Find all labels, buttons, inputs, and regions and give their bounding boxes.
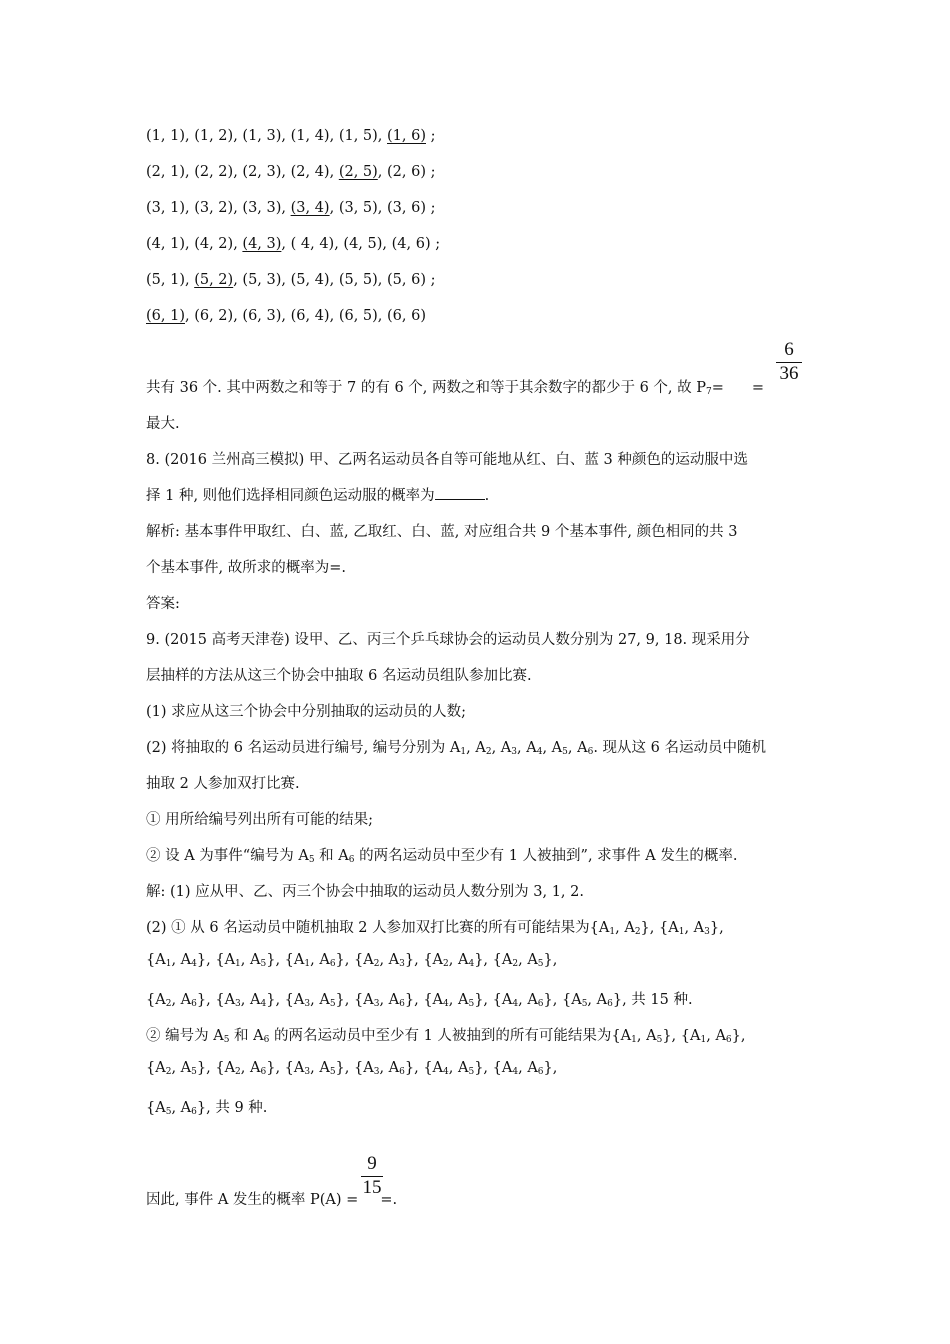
pair-cell: (3, 5) (338, 200, 378, 216)
pair-cell: (2, 1) (146, 164, 185, 180)
pair-cell: (1, 1) (146, 128, 185, 144)
q9-part-2-post: . 现从这 6 名运动员中随机 (593, 740, 766, 756)
row-terminator: ; (426, 128, 436, 144)
pair-cell: ( 4, 4) (290, 236, 335, 252)
pair-separator: , (184, 164, 195, 180)
pair-separator: , (281, 200, 291, 216)
pair-row (146, 272, 436, 288)
q9-solution-3-sets: {$A_1$, $A_5$}, {$A_1$, $A_6$}, (611, 1028, 746, 1045)
pair-separator: , (233, 128, 243, 144)
pair-separator: , (329, 308, 339, 324)
pair-cell-underlined: (5, 2) (194, 272, 234, 288)
pair-separator: , (377, 272, 388, 288)
pair-cell: (3, 2) (194, 200, 234, 216)
pair-cell-underlined: (1, 6) (387, 128, 426, 144)
fraction-numerator: 6 (784, 339, 794, 360)
pair-separator: , (329, 200, 339, 216)
fraction-6-36 (776, 340, 802, 384)
q9-solution-3-line-3 (146, 1096, 267, 1117)
q8-line-2-text: 择 1 种, 则他们选择相同颜色运动服的概率为 (146, 488, 435, 504)
q9-solution-3-line-3-end: , 共 9 种. (206, 1100, 268, 1116)
row-terminator: ; (426, 164, 436, 180)
q8-analysis-2: 个基本事件, 故所求的概率为=. (146, 560, 346, 576)
pair-row (146, 164, 436, 180)
q9-solution-3-line-3-sets: {$A_5$, $A_6$} (146, 1100, 207, 1117)
final-fraction-numerator: 9 (367, 1153, 377, 1174)
summary-tail: = (751, 380, 765, 396)
q9-sub-1: ① 用所给编号列出所有可能的结果; (146, 812, 373, 828)
q9-part-2-line-2: 抽取 2 人参加双打比赛. (146, 776, 300, 792)
pair-cell: (6, 2) (194, 308, 234, 324)
row-terminator: ; (430, 236, 441, 252)
q9-solution-2 (146, 916, 724, 937)
pair-cell: (2, 4) (290, 164, 330, 180)
q9-part-2-codes: $A_1$, $A_2$, $A_3$, $A_4$, $A_5$, $A_6$ (449, 740, 594, 757)
pair-separator: , (329, 164, 339, 180)
q9-final-line (146, 1188, 397, 1209)
q8-line-2 (146, 484, 489, 505)
pair-separator: , (377, 164, 388, 180)
pair-cell-underlined: (3, 4) (290, 200, 330, 216)
pair-cell: (4, 1) (146, 236, 185, 252)
pair-separator: , (281, 236, 291, 252)
pair-row (146, 236, 440, 252)
pair-separator: , (281, 308, 291, 324)
q9-solution-2-line-3-sets: {$A_2$, $A_6$}, {$A_3$, $A_4$}, {$A_3$, $A_5$}, {$A_3$, $A_6$}, {$A_4$, $A_5$}, {$A_4$, $A_6$}, {$A_5$, $A_6$} (146, 992, 623, 1009)
pair-cell: (6, 3) (242, 308, 282, 324)
summary-eq: = (711, 380, 724, 396)
q9-part-1: (1) 求应从这三个协会中分别抽取的运动员的人数; (146, 704, 467, 720)
q8-line-2-end: . (484, 488, 490, 504)
pair-cell: (5, 4) (290, 272, 330, 288)
pair-cell: (5, 5) (338, 272, 378, 288)
pair-cell: (2, 2) (194, 164, 234, 180)
pair-row (146, 128, 436, 144)
pair-separator: , (377, 128, 388, 144)
pair-separator: , (382, 236, 392, 252)
pair-cell: (6, 6) (387, 308, 426, 324)
row-terminator: ; (426, 272, 436, 288)
q8-line-1: 8. (2016 兰州高三模拟) 甲、乙两名运动员各自等可能地从红、白、蓝 3 种颜色的运动服中选 (146, 452, 748, 468)
q9-solution-2-line-2: {$A_1$, $A_4$}, {$A_1$, $A_5$}, {$A_1$, $A_6$}, {$A_2$, $A_3$}, {$A_2$, $A_4$}, {$A_2$, $A_5$}, (146, 952, 558, 969)
pair-cell: (3, 1) (146, 200, 185, 216)
pair-row (146, 200, 436, 216)
pair-separator: , (184, 128, 195, 144)
fraction-9-15 (361, 1154, 383, 1198)
pair-cell: (4, 5) (343, 236, 383, 252)
q9-part-2-pre: (2) 将抽取的 6 名运动员进行编号, 编号分别为 (146, 740, 450, 756)
q9-line-2: 层抽样的方法从这三个协会中抽取 6 名运动员组队参加比赛. (146, 668, 532, 684)
pair-separator: , (233, 308, 243, 324)
q9-solution-3-pre: ② 编号为 $A_5$ 和 $A_6$ 的两名运动员中至少有 1 人被抽到的所有可能结果为 (146, 1028, 612, 1045)
q8-analysis-1: 解析: 基本事件甲取红、白、蓝, 乙取红、白、蓝, 对应组合共 9 个基本事件, 颜色相同的共 3 (146, 524, 738, 540)
summary-line-2: 最大. (146, 416, 180, 432)
pair-separator: , (184, 308, 195, 324)
q9-solution-3 (146, 1024, 746, 1045)
pair-separator: , (233, 272, 243, 288)
summary-line (146, 376, 764, 397)
pair-separator: , (233, 164, 243, 180)
pair-cell-underlined: (2, 5) (338, 164, 378, 180)
pair-cell: (1, 2) (194, 128, 234, 144)
pair-separator: , (329, 272, 339, 288)
pair-cell: (3, 3) (242, 200, 282, 216)
q9-solution-2-line-3-end: , 共 15 种. (622, 992, 693, 1008)
pair-cell: (6, 4) (290, 308, 330, 324)
pair-separator: , (377, 308, 388, 324)
q9-final-text: 因此, 事件 A 发生的概率 P(A) = (146, 1192, 359, 1208)
pair-separator: , (281, 272, 291, 288)
pair-cell: (1, 4) (290, 128, 330, 144)
q9-solution-3-line-2: {$A_2$, $A_5$}, {$A_2$, $A_6$}, {$A_3$, $A_5$}, {$A_3$, $A_6$}, {$A_4$, $A_5$}, {$A_4$, $A_6$}, (146, 1060, 558, 1077)
pair-separator: , (233, 200, 243, 216)
pair-separator: , (184, 272, 195, 288)
pair-cell: (5, 6) (387, 272, 426, 288)
pair-separator: , (184, 236, 195, 252)
pair-separator: , (233, 236, 243, 252)
pair-cell: (2, 6) (387, 164, 426, 180)
pair-cell: (6, 5) (338, 308, 378, 324)
pair-separator: , (184, 200, 195, 216)
pair-cell: (5, 1) (146, 272, 185, 288)
row-terminator: ; (426, 200, 436, 216)
pair-cell: (4, 2) (194, 236, 234, 252)
q9-solution-2-sets: {$A_1$, $A_2$}, {$A_1$, $A_3$}, (589, 920, 724, 937)
pair-cell-underlined: (6, 1) (146, 308, 185, 324)
fraction-denominator: 36 (779, 363, 799, 384)
q9-part-2 (146, 736, 766, 757)
pair-cell: (3, 6) (387, 200, 426, 216)
answer-blank (435, 487, 485, 500)
q9-solution-2-line-3 (146, 988, 693, 1009)
pair-cell: (1, 3) (242, 128, 282, 144)
q9-final-tail: =. (380, 1192, 398, 1208)
pair-cell: (2, 3) (242, 164, 282, 180)
q9-line-1: 9. (2015 高考天津卷) 设甲、乙、丙三个乒乓球协会的运动员人数分别为 27, 9, 18. 现采用分 (146, 632, 750, 648)
pair-cell: (4, 6) (391, 236, 431, 252)
q8-answer: 答案: (146, 596, 180, 612)
pair-row (146, 308, 426, 324)
p-subscript: 7 (706, 387, 712, 397)
pair-cell: (1, 5) (338, 128, 378, 144)
pair-separator: , (329, 128, 339, 144)
summary-text: 共有 36 个. 其中两数之和等于 7 的有 6 个, 两数之和等于其余数字的都少于 6 个, 故 P (146, 380, 707, 396)
pair-separator: , (281, 128, 291, 144)
q9-solution-2-pre: (2) ① 从 6 名运动员中随机抽取 2 人参加双打比赛的所有可能结果为 (146, 920, 590, 936)
q9-sub-2: ② 设 A 为事件“编号为 $A_5$ 和 $A_6$ 的两名运动员中至少有 1 人被抽到”, 求事件 A 发生的概率. (146, 848, 738, 865)
pair-cell-underlined: (4, 3) (242, 236, 282, 252)
pair-separator: , (377, 200, 388, 216)
pair-cell: (5, 3) (242, 272, 282, 288)
pair-separator: , (334, 236, 344, 252)
pair-separator: , (281, 164, 291, 180)
final-fraction-denominator: 15 (362, 1177, 382, 1198)
q9-solution-1: 解: (1) 应从甲、乙、丙三个协会中抽取的运动员人数分别为 3, 1, 2. (146, 884, 584, 900)
